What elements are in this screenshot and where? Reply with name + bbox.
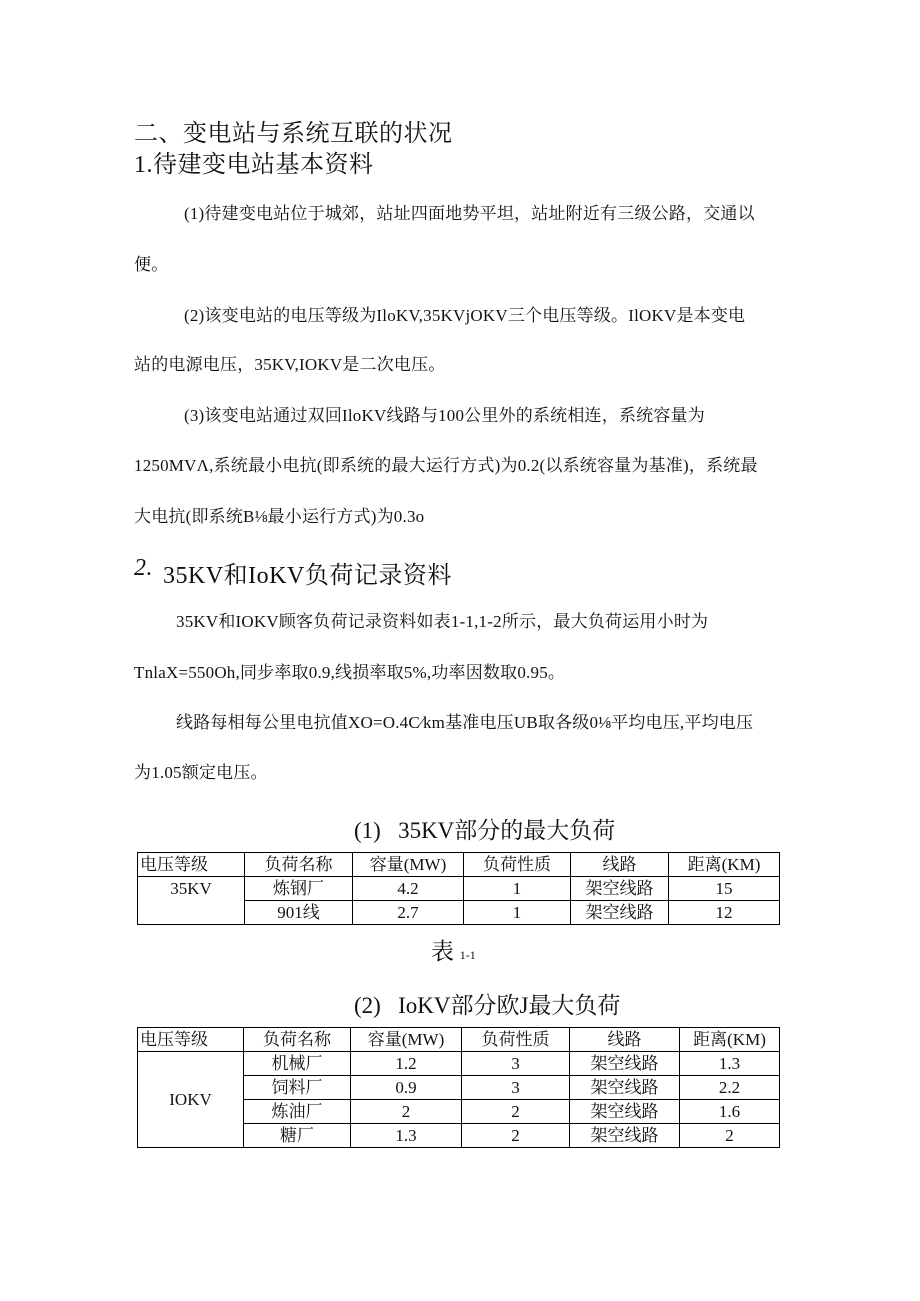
cell-capacity: 4.2 — [353, 877, 464, 901]
cell-distance: 15 — [669, 877, 780, 901]
cell-line: 架空线路 — [570, 1052, 680, 1076]
header-capacity: 容量(MW) — [351, 1028, 462, 1052]
table-1-caption: (1) 35KV部分的最大负荷 — [354, 818, 616, 843]
cell-load-name: 饲料厂 — [244, 1076, 351, 1100]
paragraph-5-line-1: 线路每相每公里电抗值XO=O.4C⁄km基准电压UB取各级0⅛平均电压,平均电压 — [176, 713, 754, 732]
paragraph-5-line-2: 为1.05额定电压。 — [134, 763, 268, 782]
cell-load-type: 3 — [462, 1076, 570, 1100]
cell-load-name: 糖厂 — [244, 1124, 351, 1148]
cell-line: 架空线路 — [571, 901, 669, 925]
cell-capacity: 1.3 — [351, 1124, 462, 1148]
paragraph-2-line-1: (2)该变电站的电压等级为IloKV,35KVjOKV三个电压等级。IlOKV是本变电 — [184, 306, 746, 325]
paragraph-1-line-1: (1)待建变电站位于城郊，站址四面地势平坦，站址附近有三级公路，交通以 — [184, 204, 755, 223]
cell-line: 架空线路 — [570, 1124, 680, 1148]
cell-load-name: 901线 — [245, 901, 353, 925]
cell-capacity: 2 — [351, 1100, 462, 1124]
cell-line: 架空线路 — [570, 1076, 680, 1100]
cell-load-type: 1 — [464, 901, 571, 925]
cell-capacity: 1.2 — [351, 1052, 462, 1076]
cell-distance: 2.2 — [680, 1076, 780, 1100]
header-load-type: 负荷性质 — [464, 853, 571, 877]
cell-capacity: 2.7 — [353, 901, 464, 925]
paragraph-4-line-2: TnlaX=550Oh,同步率取0.9,线损率取5%,功率因数取0.95。 — [134, 663, 566, 682]
cell-load-type: 2 — [462, 1124, 570, 1148]
paragraph-2-line-2: 站的电源电压，35KV,IOKV是二次电压。 — [134, 355, 446, 374]
header-distance: 距离(KM) — [680, 1028, 780, 1052]
cell-distance: 2 — [680, 1124, 780, 1148]
header-line: 线路 — [571, 853, 669, 877]
subsection-number-2: 2. — [134, 555, 153, 581]
cell-line: 架空线路 — [571, 877, 669, 901]
table-1-label — [431, 933, 476, 966]
cell-line: 架空线路 — [570, 1100, 680, 1124]
cell-load-type: 3 — [462, 1052, 570, 1076]
table-2-header-row — [138, 1028, 780, 1052]
table-row — [138, 1052, 780, 1076]
header-line: 线路 — [570, 1028, 680, 1052]
paragraph-1-line-2: 便。 — [134, 255, 169, 274]
header-load-type: 负荷性质 — [462, 1028, 570, 1052]
cell-load-name: 炼油厂 — [244, 1100, 351, 1124]
cell-load-name: 炼钢厂 — [245, 877, 353, 901]
table-1-label-number: 1-1 — [459, 948, 476, 962]
table-2 — [137, 1027, 780, 1148]
cell-distance: 1.6 — [680, 1100, 780, 1124]
subsection-title-2: 35KV和IoKV负荷记录资料 — [163, 563, 452, 589]
header-voltage: 电压等级 — [138, 853, 245, 877]
cell-load-name: 机械厂 — [244, 1052, 351, 1076]
paragraph-3-line-3: 大电抗(即系统B⅛最小运行方式)为0.3o — [134, 507, 425, 526]
cell-distance: 1.3 — [680, 1052, 780, 1076]
voltage-cell: 35KV — [138, 877, 245, 925]
table-1 — [137, 852, 780, 925]
subsection-title-1: 1.待建变电站基本资料 — [134, 152, 374, 178]
table-1-header-row — [138, 853, 780, 877]
header-capacity: 容量(MW) — [353, 853, 464, 877]
header-load-name: 负荷名称 — [244, 1028, 351, 1052]
header-load-name: 负荷名称 — [245, 853, 353, 877]
paragraph-4-line-1: 35KV和IOKV顾客负荷记录资料如表1-1,1-2所示，最大负荷运用小时为 — [176, 612, 709, 631]
cell-load-type: 1 — [464, 877, 571, 901]
table-2-caption: (2) IoKV部分欧J最大负荷 — [354, 993, 621, 1018]
header-voltage: 电压等级 — [138, 1028, 244, 1052]
cell-load-type: 2 — [462, 1100, 570, 1124]
voltage-cell: IOKV — [138, 1052, 244, 1148]
paragraph-3-line-1: (3)该变电站通过双回IloKV线路与100公里外的系统相连，系统容量为 — [184, 406, 705, 425]
section-title: 二、变电站与系统互联的状况 — [134, 121, 453, 147]
table-1-label-main: 表 — [431, 939, 454, 964]
header-distance: 距离(KM) — [669, 853, 780, 877]
paragraph-3-line-2: 1250MVΛ,系统最小电抗(即系统的最大运行方式)为0.2(以系统容量为基准)，系统最 — [134, 456, 758, 475]
table-row — [138, 877, 780, 901]
cell-capacity: 0.9 — [351, 1076, 462, 1100]
cell-distance: 12 — [669, 901, 780, 925]
